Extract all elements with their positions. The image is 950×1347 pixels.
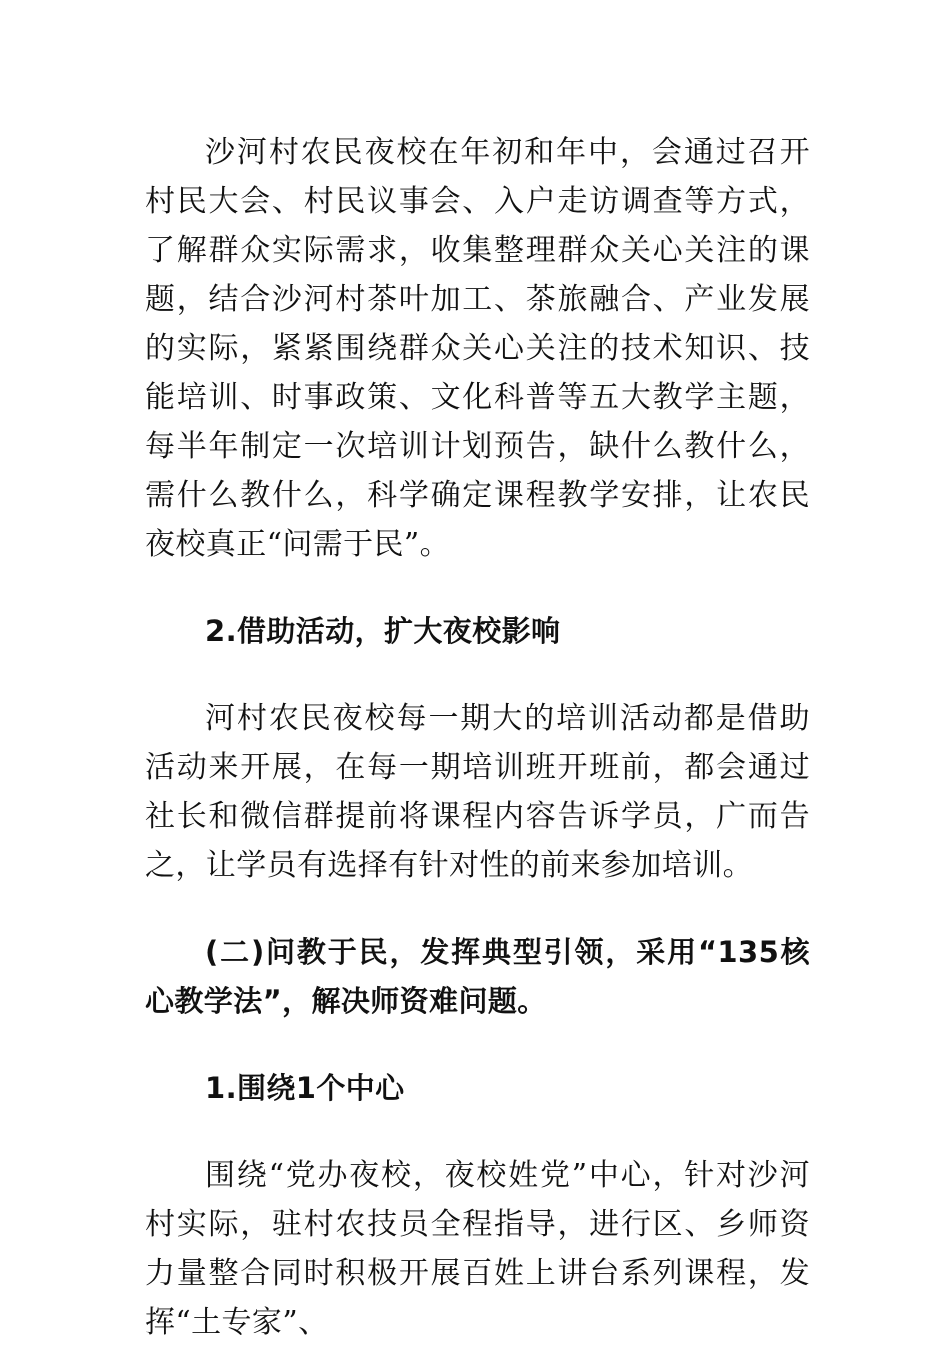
heading-section-two: (二)问教于民，发挥典型引领，采用“135核心教学法”，解决师资难问题。 bbox=[145, 935, 810, 1018]
heading-one-center: 1.围绕1个中心 bbox=[205, 1071, 405, 1105]
spacer bbox=[145, 1026, 810, 1064]
paragraph-training-activities: 河村农民夜校每一期大的培训活动都是借助活动来开展，在每一期培训班开班前，都会通过社长和微信群提前将课程内容告诉学员，广而告之，让学员有选择有针对性的前来参加培训。 bbox=[145, 701, 810, 883]
spacer bbox=[145, 890, 810, 928]
spacer bbox=[145, 656, 810, 694]
heading-activities: 2.借助活动，扩大夜校影响 bbox=[205, 614, 561, 648]
paragraph-needs-survey: 沙河村农民夜校在年初和年中，会通过召开村民大会、村民议事会、入户走访调查等方式，了解群众实际需求，收集整理群众关心关注的课题，结合沙河村茶叶加工、茶旅融合、产业发展的实际，紧紧围绕群众关心关注的技术知识、技能培训、时事政策、文化科普等五大教学主题，每半年制定一次培训计划预告，缺什么教什么，需什么教什么，科学确定课程教学安排，让农民夜校真正“问需于民”。 bbox=[145, 135, 810, 562]
spacer bbox=[145, 1113, 810, 1151]
spacer bbox=[145, 569, 810, 607]
paragraph-party-center: 围绕“党办夜校，夜校姓党”中心，针对沙河村实际，驻村农技员全程指导，进行区、乡师资力量整合同时积极开展百姓上讲台系列课程，发挥“土专家”、 bbox=[145, 1158, 810, 1340]
document-page bbox=[145, 128, 810, 1347]
